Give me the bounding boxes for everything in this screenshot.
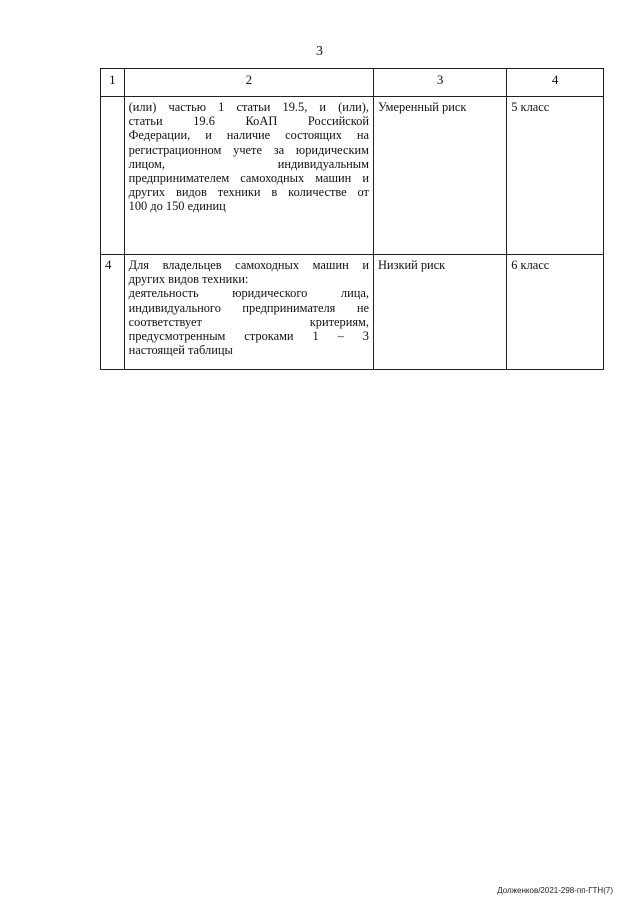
row-description <box>124 255 373 370</box>
description-line: деятельность юридического лица, <box>128 286 369 301</box>
description-line: предусмотренным строками 1 – 3 <box>128 329 369 344</box>
description-line: соответствует критериям, <box>128 314 369 329</box>
row-risk-level: Умеренный риск <box>373 97 506 255</box>
description-line: предпринимателем самоходных машин и <box>128 171 369 186</box>
column-header-1: 1 <box>101 69 125 97</box>
description-line: Федерации, и наличие состоящих на <box>128 128 369 143</box>
description-line: индивидуального предпринимателя не <box>128 300 369 315</box>
page-number: 3 <box>316 44 323 59</box>
column-header-4: 4 <box>507 69 604 97</box>
document-footer-code: Долженков/2021-298-пп-ГТН(7) <box>497 886 613 895</box>
row-risk-class: 6 класс <box>507 255 604 370</box>
table-row <box>101 97 604 255</box>
column-header-3: 3 <box>373 69 506 97</box>
row-risk-class: 5 класс <box>507 97 604 255</box>
column-header-2: 2 <box>124 69 373 97</box>
description-line: 100 до 150 единиц <box>128 199 226 214</box>
description-line: других видов техники в количестве от <box>128 185 369 200</box>
row-number: 4 <box>101 255 125 370</box>
table-header-row <box>101 69 604 97</box>
risk-classification-table <box>100 68 604 370</box>
description-line: Для владельцев самоходных машин и <box>128 258 369 272</box>
description-line: других видов техники: <box>128 272 249 287</box>
description-line: статьи 19.6 КоАП Российской <box>128 114 369 129</box>
description-line: регистрационном учете за юридическим <box>128 142 369 157</box>
row-risk-level: Низкий риск <box>373 255 506 370</box>
table-row <box>101 255 604 370</box>
description-line: настоящей таблицы <box>128 343 233 358</box>
row-description <box>124 97 373 255</box>
description-line: (или) частью 1 статьи 19.5, и (или), <box>128 100 369 114</box>
description-line: лицом, индивидуальным <box>128 156 369 171</box>
row-number <box>101 97 125 255</box>
